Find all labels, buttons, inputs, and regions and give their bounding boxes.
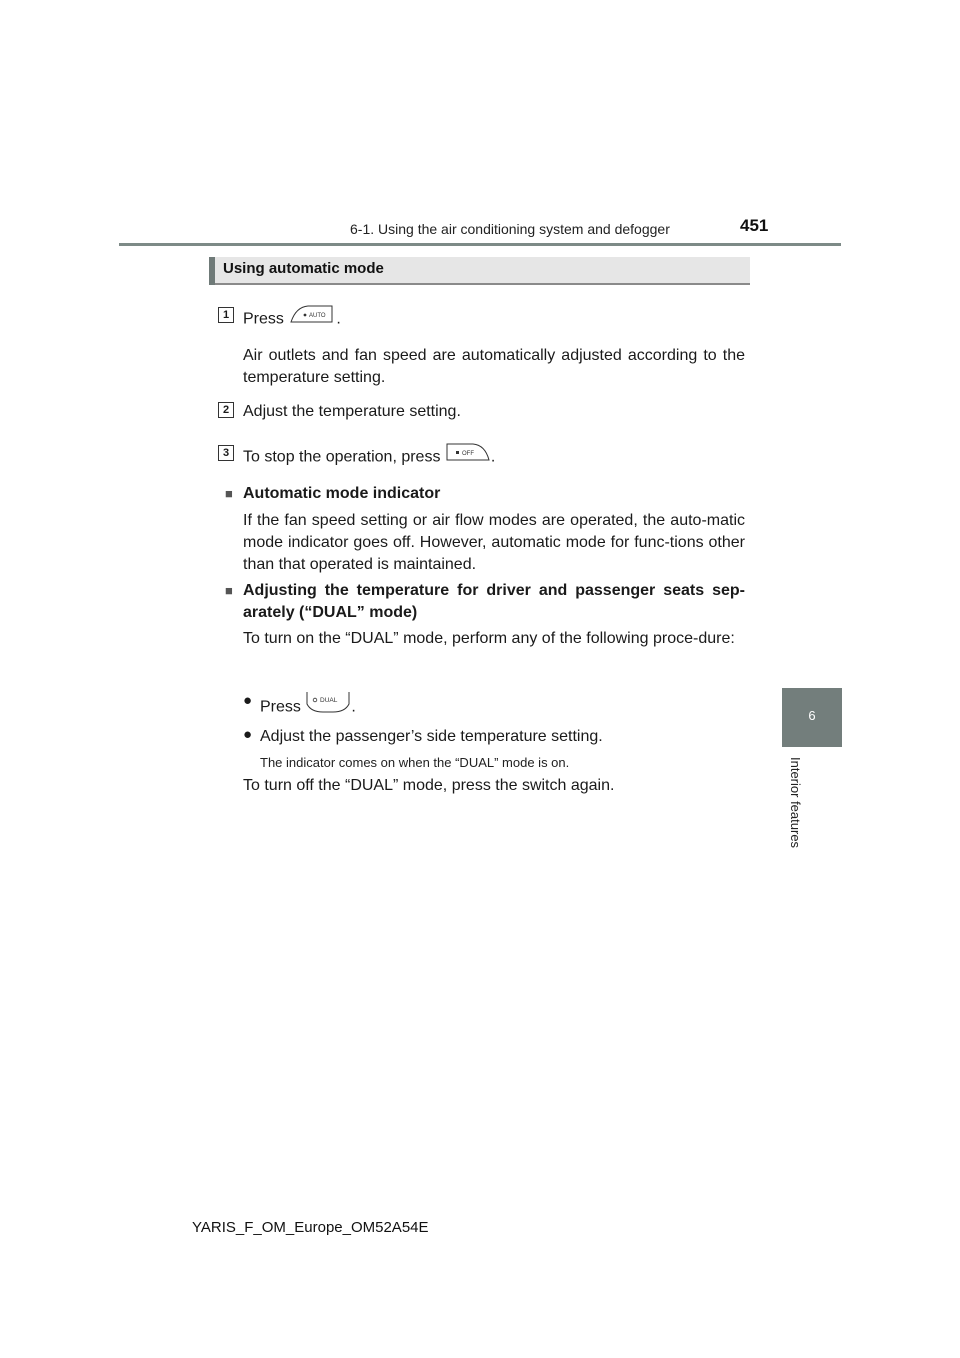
step-3-text	[243, 444, 495, 471]
chapter-label: Interior features	[788, 757, 803, 849]
dual-option-1	[260, 692, 356, 723]
dual-mode-intro: To turn on the “DUAL” mode, perform any of the following proce-dure:	[243, 630, 735, 647]
dual-option-1-text-after: .	[351, 698, 356, 716]
section-heading-bar	[209, 257, 750, 285]
automatic-indicator-heading: Automatic mode indicator	[243, 485, 441, 502]
header-section-title: 6-1. Using the air conditioning system and defogger	[350, 221, 670, 237]
off-button-label: OFF	[461, 451, 474, 457]
step-number-2: 2	[218, 402, 234, 418]
automatic-indicator-body: If the fan speed setting or air flow modes are operated, the auto-matic mode indicator goes off. However, automatic mode for func-tions other than that operated is maintained.	[243, 512, 745, 573]
step-3-text-after: .	[490, 448, 496, 466]
dual-option-2: Adjust the passenger’s side temperature setting.	[260, 728, 603, 745]
document-code: YARIS_F_OM_Europe_OM52A54E	[192, 1219, 429, 1236]
chapter-number: 6	[808, 708, 816, 723]
dual-button-icon	[305, 690, 351, 721]
section-title: Using automatic mode	[223, 260, 384, 277]
step-1-detail: Air outlets and fan speed are automatically adjusted according to the temperature setting.	[243, 347, 745, 386]
step-2-text: Adjust the temperature setting.	[243, 403, 461, 420]
dual-turn-off-text: To turn off the “DUAL” mode, press the switch again.	[243, 777, 615, 794]
dual-mode-heading: Adjusting the temperature for driver and passenger seats sep-arately (“DUAL” mode)	[243, 582, 745, 621]
dual-option-1-text-before: Press	[260, 698, 301, 716]
step-1-text-before: Press	[243, 310, 284, 328]
dual-button-label: DUAL	[320, 697, 338, 704]
step-1-text-after: .	[336, 310, 341, 328]
step-3-text-before: To stop the operation, press	[243, 448, 441, 466]
chapter-tab	[782, 688, 842, 747]
auto-button-label: AUTO	[309, 313, 326, 319]
square-bullet-icon: ■	[225, 486, 233, 501]
off-button-icon	[445, 442, 491, 469]
step-number-1: 1	[218, 307, 234, 323]
page-number: 451	[740, 216, 769, 235]
round-bullet-icon: ●	[243, 726, 253, 743]
step-number-3: 3	[218, 445, 234, 461]
auto-button-icon	[288, 304, 336, 331]
step-1-text	[243, 306, 341, 333]
round-bullet-icon: ●	[243, 692, 253, 709]
square-bullet-icon: ■	[225, 583, 233, 598]
header-divider	[119, 243, 841, 246]
dual-indicator-note: The indicator comes on when the “DUAL” mode is on.	[260, 755, 570, 770]
